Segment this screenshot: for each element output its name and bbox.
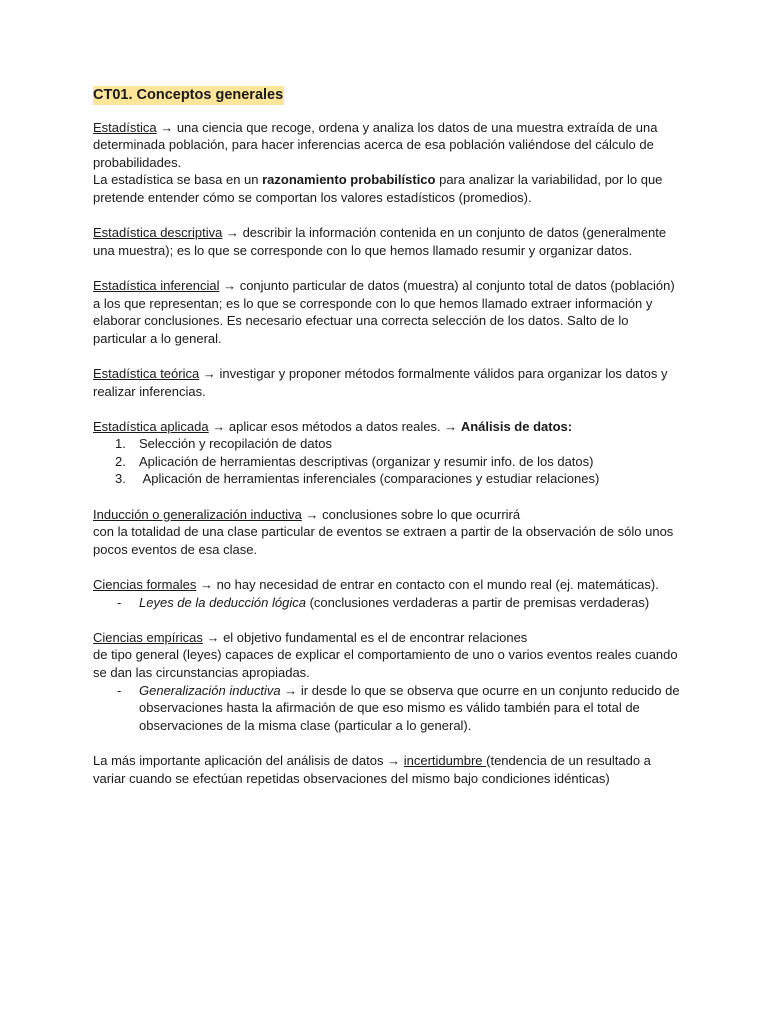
term-formales: Ciencias formales [93, 577, 197, 593]
document-content [93, 86, 683, 805]
descriptiva-definition [93, 224, 683, 259]
list-number: 3. [115, 471, 126, 487]
list-number: 2. [115, 453, 126, 469]
arrow-symbol: → [202, 365, 216, 381]
arrow-symbol: → [305, 506, 319, 522]
term-empiricas: Ciencias empíricas [93, 629, 203, 645]
induccion-definition [93, 506, 683, 524]
descriptiva-text: describir la información contenida en un conjunto de datos (generalmente una muestra); es lo que se corresponde con lo que hemos llamado resumir y organizar datos. [93, 225, 667, 258]
term-induccion: Inducción o generalización inductiva [93, 506, 302, 522]
aplicada-list [93, 435, 683, 488]
estadistica-note [93, 171, 683, 206]
teorica-definition [93, 365, 683, 400]
estadistica-definition [93, 119, 683, 172]
term-aplicada: Estadística aplicada [93, 418, 209, 434]
aplicada-text: aplicar esos métodos a datos reales. [225, 418, 445, 434]
term-descriptiva: Estadística descriptiva [93, 225, 223, 241]
aplicada-definition [93, 418, 683, 436]
term-estadistica: Estadística [93, 119, 157, 135]
induccion-text: conclusiones sobre lo que ocurrirá [318, 506, 521, 522]
final-post: (tendencia de un resultado a variar cuando se efectúan repetidas observaciones del mismo bajo condiciones idénticas) [93, 752, 651, 786]
list-number: 1. [115, 436, 126, 452]
dash-marker: - [117, 682, 122, 698]
inferencial-definition [93, 277, 683, 347]
section-induccion [93, 506, 683, 559]
arrow-symbol: → [160, 119, 174, 135]
list-text: Selección y recopilación de datos [139, 436, 332, 452]
section-estadistica [93, 119, 683, 207]
empiricas-bullet [93, 682, 683, 735]
estadistica-note-post: para analizar la variabilidad, por lo que pretende entender cómo se comportan los valores estadísticos (promedios). [93, 172, 663, 205]
formales-bullet [93, 594, 683, 612]
empiricas-definition [93, 629, 683, 647]
induccion-line2: con la totalidad de una clase particular de eventos se extraen a partir de la observación de sólo unos pocos eventos de esa clase. [93, 524, 674, 557]
dash-marker: - [117, 594, 122, 610]
arrow-symbol: → [387, 752, 401, 768]
empiricas-line2: de tipo general (leyes) capaces de explicar el comportamiento de uno o varios eventos reales cuando se dan las circunstancias apropiadas. [93, 647, 678, 680]
italic-generalizacion: Generalización inductiva [139, 682, 281, 698]
section-aplicada [93, 418, 683, 488]
list-item [93, 470, 683, 488]
arrow-symbol: → [444, 418, 458, 434]
italic-leyes: Leyes de la deducción lógica [139, 594, 306, 610]
bold-razonamiento: razonamiento probabilístico [262, 172, 436, 188]
final-pre: La más importante aplicación del análisis de datos [93, 752, 388, 768]
list-text: Aplicación de herramientas inferenciales (comparaciones y estudiar relaciones) [139, 471, 600, 487]
arrow-symbol: → [206, 629, 220, 645]
arrow-symbol: → [225, 225, 239, 241]
inferencial-text: conjunto particular de datos (muestra) al conjunto total de datos (población) a los que representan; es lo que se corresponde con lo que hemos llamado extraer información y elaborar conclusiones. Es necesario efectuar una correcta selección de los datos. Salto de lo particular a lo general. [93, 277, 675, 346]
estadistica-note-pre: La estadística se basa en un [93, 172, 263, 188]
term-teorica: Estadística teórica [93, 365, 200, 381]
formales-text: no hay necesidad de entrar en contacto con el mundo real (ej. matemáticas). [212, 577, 659, 593]
section-final [93, 752, 683, 787]
teorica-text: investigar y proponer métodos formalmente válidos para organizar los datos y realizar inferencias. [93, 365, 668, 399]
final-paragraph [93, 752, 683, 787]
term-inferencial: Estadística inferencial [93, 277, 220, 293]
arrow-symbol: → [223, 277, 237, 293]
term-incertidumbre: incertidumbre [403, 752, 487, 768]
bold-analisis: Análisis de datos: [460, 418, 573, 434]
section-formales [93, 576, 683, 611]
arrow-symbol: → [284, 682, 298, 698]
list-item [93, 453, 683, 471]
empiricas-text: el objetivo fundamental es el de encontrar relaciones [219, 629, 528, 645]
section-teorica [93, 365, 683, 400]
section-empiricas [93, 629, 683, 735]
formales-definition [93, 576, 683, 594]
arrow-symbol: → [212, 418, 226, 434]
list-text: Aplicación de herramientas descriptivas (organizar y resumir info. de los datos) [139, 453, 594, 469]
estadistica-text: una ciencia que recoge, ordena y analiza los datos de una muestra extraída de una determinada población, para hacer inferencias acerca de esa población valiéndose del cálculo de probabilidades. [93, 119, 658, 170]
section-descriptiva [93, 224, 683, 259]
arrow-symbol: → [199, 577, 213, 593]
page-title: CT01. Conceptos generales [93, 87, 284, 103]
formales-bullet-text: (conclusiones verdaderas a partir de premisas verdaderas) [305, 594, 650, 610]
list-item [93, 435, 683, 453]
empiricas-bullet-text: ir desde lo que se observa que ocurre en un conjunto reducido de observaciones hasta la afirmación de que eso mismo es válido también para el total de observaciones de la misma clase (particular a lo general). [139, 682, 680, 733]
section-inferencial [93, 277, 683, 347]
